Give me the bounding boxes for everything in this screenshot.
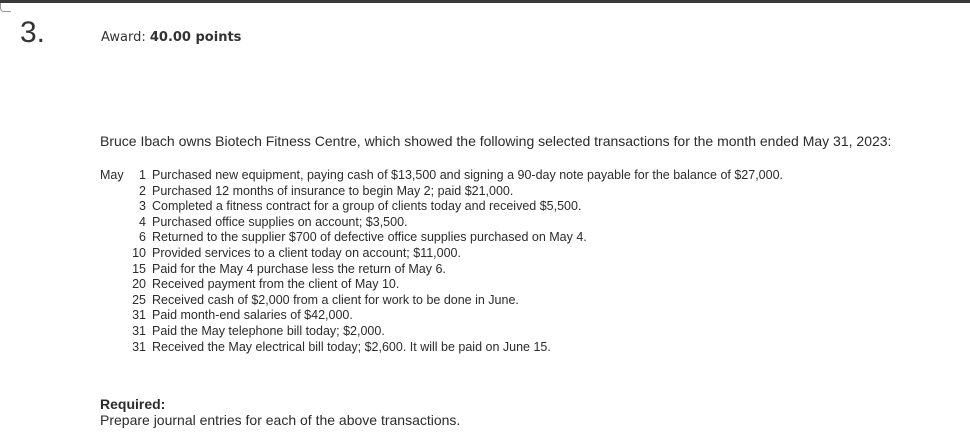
transaction-day: 31 <box>132 308 146 323</box>
transaction-row <box>100 184 792 200</box>
transaction-row <box>100 340 792 356</box>
transaction-day: 25 <box>132 292 146 307</box>
award-prefix: Award: <box>101 30 150 45</box>
transaction-day: 6 <box>139 230 146 245</box>
transaction-day: 4 <box>139 214 146 229</box>
transaction-row <box>100 324 792 340</box>
transaction-day: 31 <box>132 323 146 338</box>
transaction-row <box>100 262 792 278</box>
required-heading: Required: <box>100 396 166 412</box>
transaction-description: Provided services to a client today on account; $11,000. <box>152 245 461 260</box>
transaction-day: 10 <box>132 245 146 260</box>
award-points: 40.00 points <box>149 30 242 45</box>
transaction-row <box>100 277 792 293</box>
corner-marker <box>0 3 11 12</box>
transaction-day: 2 <box>139 183 146 198</box>
question-number: 3. <box>20 16 46 49</box>
required-instruction: Prepare journal entries for each of the above transactions. <box>100 412 461 428</box>
transaction-day: 1 <box>139 168 146 182</box>
transaction-day: 15 <box>132 261 146 276</box>
transaction-row <box>100 215 792 231</box>
transaction-description: Completed a fitness contract for a group of clients today and received $5,500. <box>152 199 582 214</box>
transaction-day: 20 <box>132 277 146 292</box>
transaction-day: 31 <box>132 339 146 354</box>
transaction-row <box>100 293 792 309</box>
transaction-description: Paid month-end salaries of $42,000. <box>152 308 353 323</box>
transaction-month: May <box>100 168 124 182</box>
transaction-row <box>100 246 792 262</box>
transaction-description: Paid the May telephone bill today; $2,000. <box>152 323 385 338</box>
transaction-description: Received payment from the client of May 10. <box>152 277 400 292</box>
problem-intro: Bruce Ibach owns Biotech Fitness Centre, which showed the following selected transactions for the month ended May 31, 2023: <box>100 133 892 149</box>
transaction-description: Paid for the May 4 purchase less the return of May 6. <box>152 261 446 276</box>
transaction-row <box>100 230 792 246</box>
transaction-list <box>100 168 792 355</box>
transaction-description: Received the May electrical bill today; $2,600. It will be paid on June 15. <box>152 339 551 354</box>
transaction-description: Purchased new equipment, paying cash of $13,500 and signing a 90-day note payable for the balance of $27,000. <box>152 168 784 182</box>
transaction-description: Purchased 12 months of insurance to begin May 2; paid $21,000. <box>152 183 514 198</box>
award-label <box>101 30 241 45</box>
top-divider <box>0 0 970 3</box>
transaction-description: Returned to the supplier $700 of defective office supplies purchased on May 4. <box>152 230 587 245</box>
transaction-row <box>100 308 792 324</box>
transaction-day: 3 <box>139 199 146 214</box>
transaction-row <box>100 199 792 215</box>
transaction-row <box>100 168 792 184</box>
transaction-description: Purchased office supplies on account; $3,500. <box>152 214 408 229</box>
transaction-description: Received cash of $2,000 from a client for work to be done in June. <box>152 292 519 307</box>
required-section <box>100 396 460 428</box>
